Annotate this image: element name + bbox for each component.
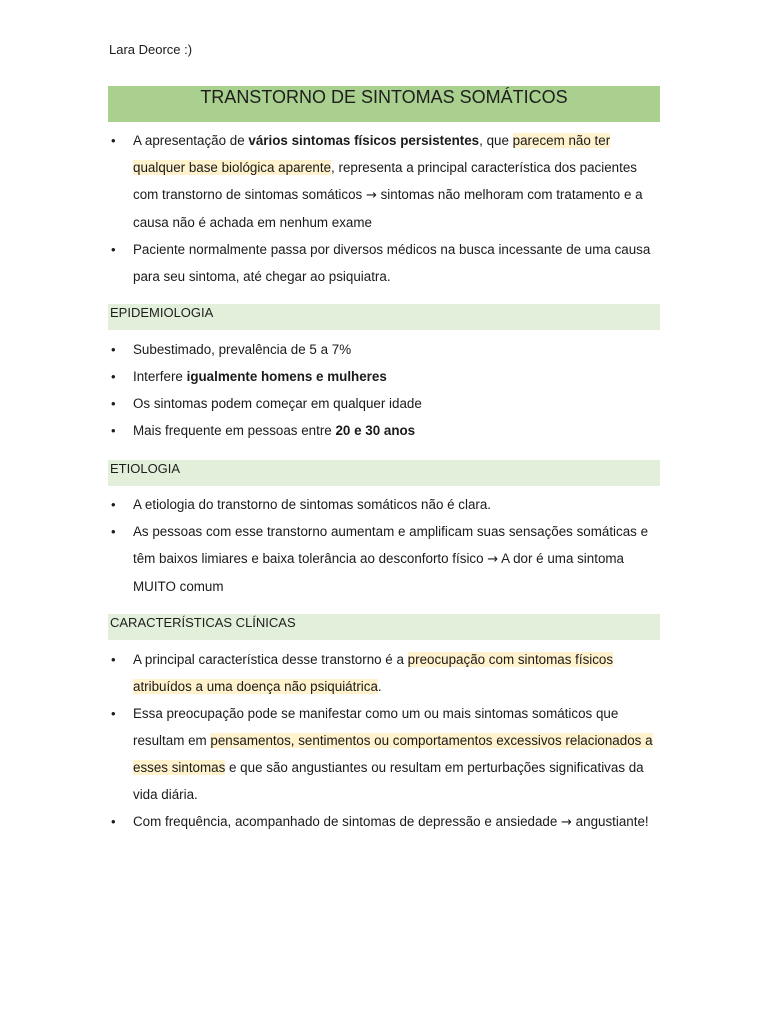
title-banner: [108, 86, 660, 122]
bullet-icon: •: [111, 423, 116, 438]
section-heading-text: CARACTERÍSTICAS CLÍNICAS: [110, 615, 296, 630]
list-item: • A apresentação de vários sintomas físicos persistentes, que parecem não ter qualquer base biológica aparente, representa a principal característica dos pacientes com transtorno de sintomas somáticos → sintomas não melhoram com tratamento e a causa não é achada em nenhum exame: [108, 127, 660, 236]
bullet-icon: •: [111, 652, 116, 667]
list-item: • Com frequência, acompanhado de sintomas de depressão e ansiedade → angustiante!: [108, 808, 660, 836]
caracteristicas-clinicas-list: [108, 646, 660, 836]
list-item: • Mais frequente em pessoas entre 20 e 30 anos: [108, 417, 660, 444]
bullet-icon: •: [111, 524, 116, 539]
section-heading-text: ETIOLOGIA: [110, 461, 181, 476]
bullet-icon: •: [111, 396, 116, 411]
list-item: • Paciente normalmente passa por diversos médicos na busca incessante de uma causa para seu sintoma, até chegar ao psiquiatra.: [108, 236, 660, 290]
etiologia-list: [108, 491, 660, 600]
author-name: Lara Deorce :): [109, 42, 193, 57]
page-title: TRANSTORNO DE SINTOMAS SOMÁTICOS: [200, 87, 568, 107]
bullet-icon: •: [111, 342, 116, 357]
list-item: • Os sintomas podem começar em qualquer idade: [108, 390, 660, 417]
list-item: • Subestimado, prevalência de 5 a 7%: [108, 336, 660, 363]
list-item: • A etiologia do transtorno de sintomas somáticos não é clara.: [108, 491, 660, 518]
list-item: • As pessoas com esse transtorno aumentam e amplificam suas sensações somáticas e têm baixos limiares e baixa tolerância ao desconforto físico → A dor é uma sintoma MUITO comum: [108, 518, 660, 600]
bullet-icon: •: [111, 133, 116, 148]
bullet-icon: •: [111, 814, 116, 829]
section-heading-text: EPIDEMIOLOGIA: [110, 305, 214, 320]
bullet-icon: •: [111, 242, 116, 257]
section-heading-etiologia: [108, 460, 660, 486]
list-item: • A principal característica desse transtorno é a preocupação com sintomas físicos atribuídos a uma doença não psiquiátrica.: [108, 646, 660, 700]
highlighted-text: pensamentos, sentimentos ou comportamentos excessivos relacionados a esses sintomas: [133, 733, 653, 775]
highlighted-text: parecem não ter qualquer base biológica aparente: [133, 133, 611, 175]
list-item: • Interfere igualmente homens e mulheres: [108, 363, 660, 390]
arrow-right-icon: →: [487, 552, 499, 567]
section-heading-epidemiologia: [108, 304, 660, 330]
arrow-right-icon: →: [561, 815, 572, 830]
bullet-icon: •: [111, 369, 116, 384]
highlighted-text: preocupação com sintomas físicos atribuídos a uma doença não psiquiátrica: [133, 652, 614, 694]
arrow-right-icon: →: [365, 188, 377, 203]
section-heading-caracteristicas-clinicas: [108, 614, 660, 640]
bullet-icon: •: [111, 706, 116, 721]
list-item: • Essa preocupação pode se manifestar como um ou mais sintomas somáticos que resultam em pensamentos, sentimentos ou comportamentos excessivos relacionados a esses sintomas e que são angustiantes ou resultam em perturbações significativas da vida diária.: [108, 700, 660, 808]
epidemiologia-list: [108, 336, 660, 444]
intro-list: [108, 127, 660, 290]
bullet-icon: •: [111, 497, 116, 512]
